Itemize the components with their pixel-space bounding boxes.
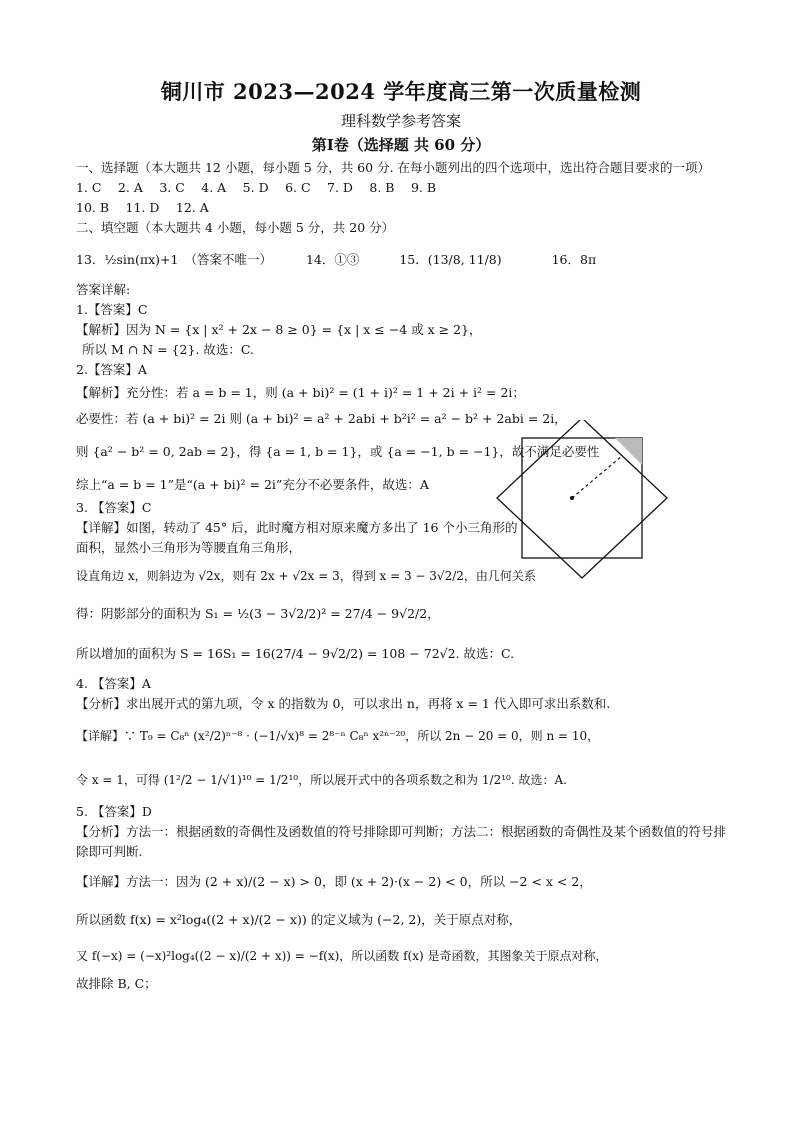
section-one-heading: 一、选择题（本大题共 12 小题，每小题 5 分，共 60 分. 在每小题列出的四个选项中，选出符合题目要求的一项） — [76, 160, 711, 175]
q14-answer: 14．①③ — [305, 252, 360, 267]
center-point — [570, 496, 574, 500]
q5-detail-1: 【详解】方法一：因为 (2 + x)/(2 − x) > 0，即 (x + 2)·(x − 2) < 0，所以 −2 < x < 2， — [76, 874, 592, 889]
q3-detail-4: 得：阴影部分的面积为 S₁ = ½(3 − 3√2/2)² = 27/4 − 9√2/2， — [76, 606, 440, 621]
q2-system: 则 {a² − b² = 0, 2ab = 2}，得 {a = 1, b = 1}，或 {a = −1, b = −1}，故不满足必要性 — [76, 444, 600, 459]
q15-number: 15． — [399, 252, 428, 267]
q2-answer: 2.【答案】A — [76, 362, 147, 377]
rotated-cube-figure — [492, 420, 692, 580]
q3-detail-3: 设直角边 x，则斜边为 √2x，则有 2x + √2x = 3，得到 x = 3 − 3√2/2，由几何关系 — [76, 569, 536, 583]
fill-in-answers — [76, 238, 726, 280]
document-subtitle: 理科数学参考答案 — [340, 112, 461, 130]
q2-sufficiency: 【解析】充分性：若 a = b = 1，则 (a + bi)² = (1 + i)² = 1 + 2i + i² = 2i； — [76, 385, 525, 400]
q15-expression: (13/8, 11/8) — [427, 251, 502, 267]
q3-detail-5: 所以增加的面积为 S = 16S₁ = 16(27/4 − 9√2/2) = 108 − 72√2. 故选：C. — [76, 646, 515, 661]
document-title: 铜川市 2023—2024 学年度高三第一次质量检测 — [160, 79, 642, 104]
q16-answer: 16．8π — [551, 252, 597, 267]
q13-number: 13． — [76, 252, 105, 267]
q4-detail-2: 令 x = 1，可得 (1²/2 − 1/√1)¹⁰ = 1/2¹⁰，所以展开式中的各项系数之和为 1/2¹⁰. 故选：A. — [76, 773, 567, 787]
q5-detail-2: 所以函数 f(x) = x²log₄((2 + x)/(2 − x)) 的定义域为 (−2, 2)，关于原点对称， — [76, 912, 522, 927]
mc-answers-row-2: 10. B 11. D 12. A — [76, 200, 209, 215]
q4-detail-1: 【详解】∵ T₉ = C₈ⁿ (x²/2)ⁿ⁻⁸ · (−1/√x)⁸ = 2⁸⁻ⁿ C₈ⁿ x²ⁿ⁻²⁰，所以 2n − 20 = 0，则 n = 10， — [76, 729, 600, 743]
q1-analysis: 【解析】因为 N = {x | x² + 2x − 8 ≥ 0} = {x | x ≤ −4 或 x ≥ 2}， — [76, 322, 482, 337]
q3-detail-1: 【详解】如图，转动了 45° 后，此时魔方相对原来魔方多出了 16 个小三角形的 — [76, 520, 518, 535]
q1-answer: 1.【答案】C — [76, 302, 148, 317]
details-heading: 答案详解: — [76, 282, 131, 297]
mc-answers-row-1: 1. C 2. A 3. C 4. A 5. D 6. C 7. D 8. B 9. B — [76, 180, 437, 195]
q2-summary: 综上“a = b = 1”是“(a + bi)² = 2i”充分不必要条件，故选：A — [76, 477, 429, 492]
q3-answer: 3. 【答案】C — [76, 500, 152, 515]
original-square — [522, 438, 642, 558]
q1-conclusion: 所以 M ∩ N = {2}. 故选：C. — [82, 342, 254, 357]
q5-detail-3: 又 f(−x) = (−x)²log₄((2 − x)/(2 + x)) = −f(x)，所以函数 f(x) 是奇函数，其图象关于原点对称， — [76, 949, 608, 963]
q4-analysis: 【分析】求出展开式的第九项，令 x 的指数为 0，可以求出 n，再将 x = 1 代入即可求出系数和. — [76, 696, 611, 711]
q4-answer: 4. 【答案】A — [76, 676, 151, 691]
q2-necessity: 必要性：若 (a + bi)² = 2i 则 (a + bi)² = a² + 2abi + b²i² = a² − b² + 2abi = 2i， — [76, 411, 567, 426]
q13-note: （答案不唯一） — [184, 252, 272, 267]
q5-detail-4: 故排除 B, C； — [76, 976, 157, 991]
dashed-segment — [572, 456, 622, 498]
q5-answer: 5. 【答案】D — [76, 804, 152, 819]
q13-expression: ½sin(πx)+1 — [104, 251, 179, 267]
q5-analysis: 【分析】方法一：根据函数的奇偶性及函数值的符号排除即可判断；方法二：根据函数的奇偶性及某个函数值的符号排除即可判断. — [76, 824, 727, 859]
section-two-heading: 二、填空题（本大题共 4 小题，每小题 5 分，共 20 分） — [76, 220, 395, 235]
q3-detail-2: 面积，显然小三角形为等腰直角三角形， — [76, 540, 302, 555]
part-one-title: 第Ⅰ卷（选择题 共 60 分） — [311, 136, 491, 154]
